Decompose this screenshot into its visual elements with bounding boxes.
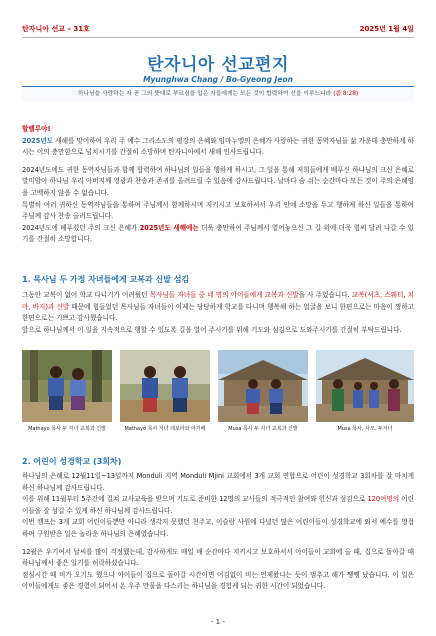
intro-section <box>22 124 414 246</box>
issue-date: 2025년 1월 4일 <box>359 25 414 33</box>
section-1-highlight-1: 목사님들 자녀들 중 네 명의 아이들에게 교복과 신발 <box>149 291 299 299</box>
intro-paragraph-1 <box>22 136 414 159</box>
section-1-highlight-2: 교복(셔츠, 스웨터, 치마, 바지)과 신발 <box>22 291 414 311</box>
children-count-highlight: 120여명의 <box>367 495 400 504</box>
section-2-body <box>22 471 414 593</box>
year-highlight: 2025년도 <box>22 136 54 145</box>
intro-paragraph-2: 2024년도에도 귀한 동역자님들과 함께 합력하여 하나님의 일들을 행하게 하시고, 그 일을 통해 저희들에게 베푸신 하나님의 크신 은혜로 말미암아 하나님 우리 아버지께 영광과 찬송과 존귀를 올려드릴 수 있음에 감사드립니다. 날마다 숨 쉬는 순간마다 모든 것이 주의 은혜임을 고백하지 않을 수 없습니다. <box>22 165 414 197</box>
section-2-p2-b: 어린이들을 잘 섬길 수 있게 하신 하나님께 감사드립니다. <box>22 495 414 515</box>
section-2-paragraph-3: 이번 캠프는 3개 교회 어린이들뿐만 아니라 생각지 못했던 천주교, 이슬람 사원에 다녔던 많은 어린이들이 성경학교에 와서 예수를 영접하며 구원받은 일은 놀라운 하나님의 은혜였습니다. <box>22 518 414 538</box>
photo-caption-1: Mathayo 목사 두 자녀 교복과 신발 <box>28 426 106 432</box>
issue-label: 탄자니아 선교 – 31호 <box>22 25 90 33</box>
intro-p4-a: 2024년도에 베푸셨던 주의 크신 은혜가 <box>22 223 140 232</box>
greeting-heading: 할렐루야! <box>22 125 51 133</box>
section-2-p2-a: 이를 위해 11월부터 5주간에 걸쳐 교사교육을 받으며 기도로 준비한 12명의 교사들의 적극적인 참여와 헌신과 섬김으로 <box>22 495 368 504</box>
intro-p4-highlight: 2025년도 새해에는 <box>139 223 199 232</box>
section-2-heading: 2. 어린이 성경학교 (3회차) <box>22 457 122 466</box>
section-1-line-3: 앞으로 하나님께서 이 일을 지속적으로 행할 수 있도록 길을 열어 주시기를 위해 기도와 섬김으로 도와주시기를 간절히 부탁드립니다. <box>22 325 402 334</box>
verse-text: 하나님을 사랑하는 자 곧 그의 뜻대로 부르심을 입은 자들에게는 모든 것이 합력하여 선을 이루느니라 <box>77 91 332 97</box>
authors-line: Myunghwa Chang / Bo-Gyeong Jeon <box>143 75 293 84</box>
intro-p1-text: 새해를 맞이하여 우리 주 예수 그리스도의 평강의 은혜와 임마누엘의 은혜가 사랑하는 귀한 동역자님들 삶 가운데 충만하게 하시는 이의 충만함으로 넘치시기를 간절히 소망하며 탄자니아에서 새해 인사드립니다. <box>22 136 414 157</box>
section-2-paragraph-4: 12월은 우기여서 날씨를 많이 걱정했는데, 감사하게도 매일 매 순간마다 지키시고 보호하셔서 아이들이 교회에 올 때, 집으로 돌아갈 때 하나님께서 좋은 일기를 허락하셨습니다. <box>22 547 414 568</box>
page-header <box>22 24 414 38</box>
page-title: 탄자니아 선교편지 <box>147 55 289 75</box>
section-1-heading: 1. 목사님 두 가정 자녀들에게 교복과 신발 섬김 <box>22 275 190 284</box>
section-2-paragraph-5: 점심시간 때 비가 오기도 했으나 아이들이 집으로 돌아갈 시간이면 어김없이 비는 언제왔냐는 듯이 멈추고 해가 쨍쨍 났습니다. 이 일은 아이들에게도 좋은 경험이 되어서 온 우주 만물을 다스리는 하나님을 경험케 되는 귀한 시간이 되었습니다. <box>22 570 414 591</box>
intro-paragraph-4 <box>22 223 414 246</box>
photo-caption-4: Musa 목사, 사모, 두자녀 <box>337 426 393 432</box>
page-number: - 1 - <box>211 618 225 626</box>
section-2-paragraph-1: 하나님의 은혜로 12월11일~13일까지 Monduli 지역 Monduli Mjini 교회에서 3개 교회 연합으로 어린이 성경학교 3회차를 잘 마치게 하신 하나님께 감사드립니다. <box>22 472 414 492</box>
section-1-text-b: 을 사 주었습니다. <box>298 291 352 299</box>
section-1-text-c: 때문에 힘들었던 목사님들 자녀들이 이제는 당당하게 학교를 다니며 행복해 하는 얼굴을 보니 한편으로는 마음이 찡하고 한편으로는 기쁘고 감사했습니다. <box>22 302 415 323</box>
photo-caption-3: Musa 목사 두 자녀 교복과 신발 <box>228 426 298 432</box>
photo-musa-children <box>218 350 308 422</box>
photo-caption-2: Mathayo 목사 자녀 데보라와 야기배 <box>124 426 206 432</box>
photo-mathayo-children <box>22 350 112 422</box>
intro-paragraph-3: 특별히 여러 귀하신 동역자님들을 통하여 주님께서 함께하시며 지키시고 보호하셔서 우리 안에 소망을 두고 행하게 하신 일들을 통하여 주님께 감사 찬송 올려드립니다. <box>22 200 414 221</box>
section-2-paragraph-2 <box>22 494 414 517</box>
section-1-line-1 <box>22 290 414 325</box>
photo-musa-family <box>316 350 414 422</box>
section-1-body <box>22 290 414 336</box>
photo-row <box>22 350 414 446</box>
photo-mathayo-deborah-yagibae <box>120 350 210 422</box>
verse-reference: (롬 8:28) <box>333 91 359 97</box>
bible-verse-box <box>22 86 414 101</box>
intro-p4-b: 더욱 충만하여 주님께서 열어놓으신 그 길 위에 더욱 힘써 달려 나갈 수 있기를 간절히 소망합니다. <box>22 223 415 244</box>
section-1-text-a: 그동안 교복이 없어 학교 다니기가 어려웠던 <box>22 291 150 299</box>
